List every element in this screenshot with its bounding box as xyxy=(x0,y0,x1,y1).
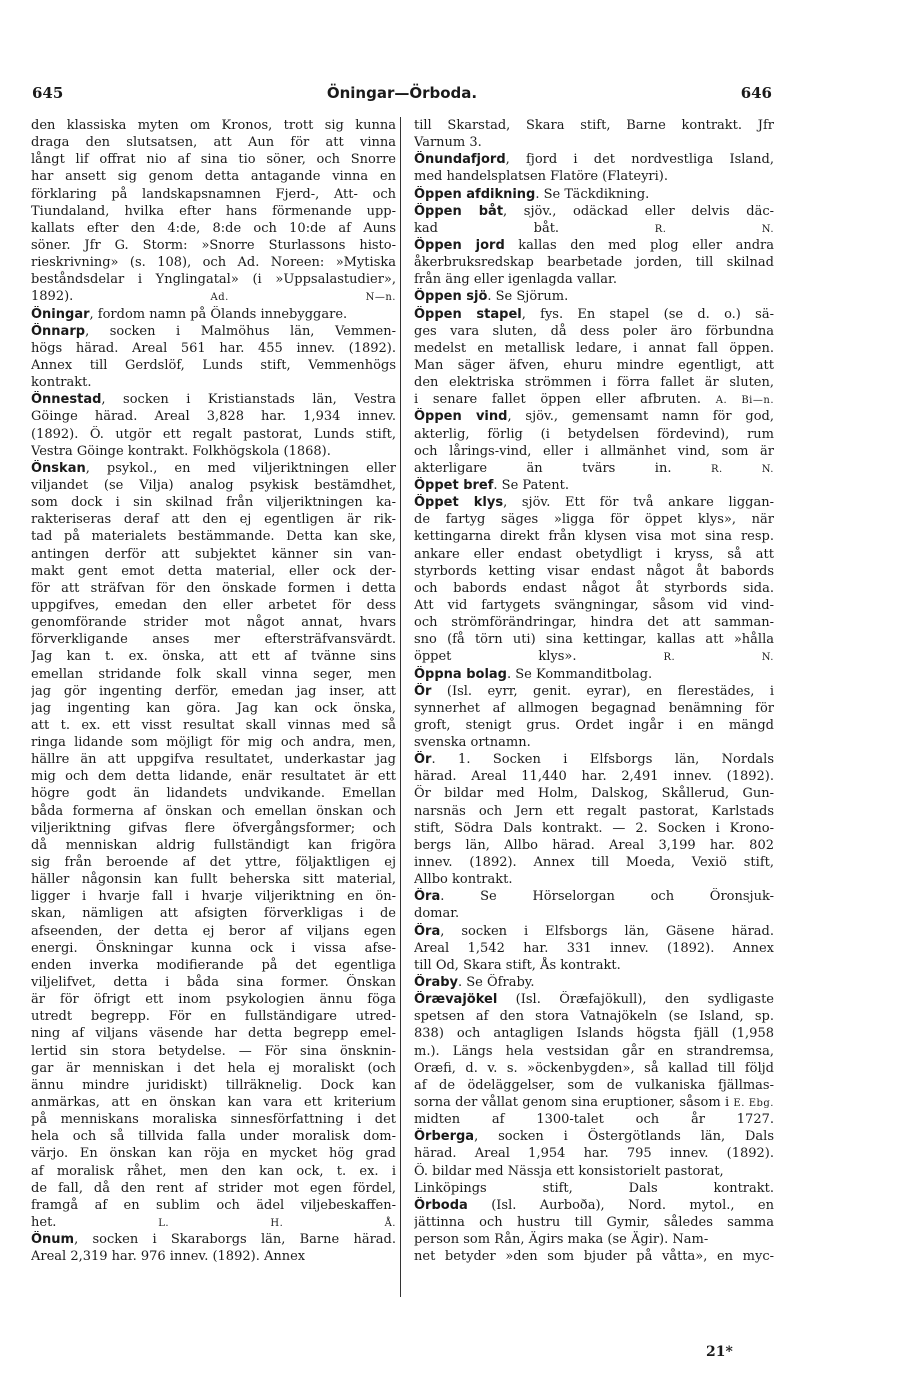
right-text-line: härad. Areal 11,440 har. 2,491 innev. (1892). xyxy=(414,769,774,785)
headword: Öppen vind xyxy=(414,409,508,425)
right-text-line: Öppet klys, sjöv. Ett för två ankare liggan- xyxy=(414,495,774,511)
right-text-line: sorna der vållat genom sina eruptioner, såsom i E. Ebg. xyxy=(414,1095,774,1111)
left-text-line: (1892). Ö. utgör ett regalt pastorat, Lunds stift, xyxy=(31,426,396,442)
left-text-line: Göinge härad. Areal 3,828 har. 1,934 innev. xyxy=(31,409,396,425)
left-text-line: högs härad. Areal 561 har. 455 innev. (1892). xyxy=(31,340,396,356)
right-text-line: Örævajökel (Isl. Öræfajökull), den sydligaste xyxy=(414,992,774,1008)
right-text-line: af de ödeläggelser, som de vulkaniska fjällmas- xyxy=(414,1077,774,1093)
left-text-line: Annex till Gerdslöf, Lunds stift, Vemmenhögs xyxy=(31,357,396,373)
left-text-line: båda formerna af önskan och emellan önskan och xyxy=(31,803,396,819)
headword: Öppen afdikning xyxy=(414,186,536,202)
right-text-line: och babords endast något åt styrbords sida. xyxy=(414,580,774,596)
left-text-line: energi. Önskningar kunna ock i vissa afse- xyxy=(31,940,396,956)
right-text-line: Oræfi, d. v. s. »öckenbygden», så kallad till följd xyxy=(414,1060,774,1076)
left-text-line: mig och dem detta lidande, enär resultatet är ett xyxy=(31,769,396,785)
right-text-line: jättinna och hustru till Gymir, således samma xyxy=(414,1215,774,1230)
right-text-line: Önundafjord, fjord i det nordvestliga Island, xyxy=(414,152,774,168)
left-text-line: 1892). Ad. N—n. xyxy=(31,289,396,305)
page-number-left: 645 xyxy=(32,84,64,102)
left-text-line: anmärkas, att en önskan kan vara ett kriterium xyxy=(31,1095,396,1111)
left-text-line: rakteriseras deraf att den ej egentligen är rik- xyxy=(31,512,396,528)
left-text-line: viljandet (se Vilja) analog psykisk bestämdhet, xyxy=(31,477,396,493)
author-signature: E. Ebg. xyxy=(733,1098,774,1110)
headword: Öppen stapel xyxy=(414,306,522,322)
author-signature: R. N. xyxy=(663,652,774,664)
headword: Örberga xyxy=(414,1129,475,1145)
right-text-line: kettingarna direkt från klysen visa mot sina resp. xyxy=(414,529,774,545)
right-text-line: svenska ortnamn. xyxy=(414,735,531,751)
right-text-line: Öppet bref. Se Patent. xyxy=(414,477,569,493)
headword: Öra xyxy=(414,923,441,939)
headword: Öppet klys xyxy=(414,495,504,511)
right-text-line: till Od, Skara stift, Ås kontrakt. xyxy=(414,957,621,973)
headword: Öppna bolag xyxy=(414,666,507,682)
left-text-line: Tiundaland, hvilka efter hans förmenande upp- xyxy=(31,203,396,219)
page-number-right: 646 xyxy=(740,84,772,102)
left-text-line: kontrakt. xyxy=(31,375,92,391)
left-text-line: förverkligande anses mer eftersträfvansvärdt. xyxy=(31,632,396,648)
headword: Öningar xyxy=(31,306,90,322)
sheet-signature-mark: 21* xyxy=(706,1344,733,1360)
left-text-line: utredt begrepp. För en fullständigare utred- xyxy=(31,1009,396,1025)
right-text-line: härad. Areal 1,954 har. 795 innev. (1892). xyxy=(414,1146,774,1162)
right-text-line: Areal 1,542 har. 331 innev. (1892). Annex xyxy=(414,940,774,956)
left-text-line: sig från beroende af det yttre, följaktligen ej xyxy=(31,855,396,871)
left-text-line: framgå af en sublim och ädel viljebeskaffen- xyxy=(31,1197,396,1213)
right-text-line: ankare eller endast obetydligt i kryss, så att xyxy=(414,546,774,562)
headword: Önnarp xyxy=(31,323,86,339)
headword: Önundafjord xyxy=(414,152,506,168)
right-text-line: till Skarstad, Skara stift, Barne kontrakt. Jfr xyxy=(414,118,774,133)
right-text-line: spetsen af den stora Vatnajökeln (se Island, sp. xyxy=(414,1009,774,1025)
right-text-line: Öra, socken i Elfsborgs län, Gäsene härad. xyxy=(414,923,774,939)
right-text-line: kad båt. R. N. xyxy=(414,220,774,236)
left-text-line: ning af viljans väsende har detta begrepp emel- xyxy=(31,1026,396,1042)
right-text-line: de fartyg säges »ligga för öppet klys», när xyxy=(414,512,774,528)
left-text-line: uppgifves, emedan den eller arbetet för dess xyxy=(31,597,396,613)
right-text-line: Att vid fartygets svängningar, såsom vid vind- xyxy=(414,597,774,613)
left-text-line: tad på materialets bestämmande. Detta kan ske, xyxy=(31,529,396,545)
right-text-line: i senare fallet öppen eller afbruten. A. Bi—n. xyxy=(414,392,774,408)
left-text-line: då menniskan aldrig fullständigt kan frigöra xyxy=(31,837,396,853)
author-signature: R. N. xyxy=(710,463,774,475)
left-text-line: ringa lidande som möjligt för mig och andra, men, xyxy=(31,735,396,751)
left-text-line: emellan stridande folk skall vinna seger, men xyxy=(31,666,396,682)
left-text-line: genomförande strider mot något annat, hvars xyxy=(31,615,396,631)
left-text-line: ligger i hvarje fall i hvarje viljeriktning en ön- xyxy=(31,889,396,905)
right-text-line: bergs län, Allbo härad. Areal 3,199 har. 802 xyxy=(414,837,774,853)
right-text-line: Ö. bildar med Nässja ett konsistorielt pastorat, xyxy=(414,1163,724,1179)
right-text-line: Ör bildar med Holm, Dalskog, Skållerud, Gun- xyxy=(414,786,774,802)
left-text-line: Öningar, fordom namn på Ölands innebyggare. xyxy=(31,306,348,322)
right-text-line: innev. (1892). Annex till Moeda, Vexiö stift, xyxy=(414,855,774,871)
left-text-line: Jag kan t. ex. önska, att ett af tvänne sins xyxy=(31,649,396,665)
author-signature: Ad. N—n. xyxy=(210,292,396,304)
headword: Ör xyxy=(414,752,432,768)
right-text-line: den elektriska strömmen i förra fallet är sluten, xyxy=(414,375,774,391)
right-text-line: Öppen vind, sjöv., gemensamt namn för god, xyxy=(414,409,774,425)
headword: Öppen jord xyxy=(414,237,505,253)
right-text-line: medelst en metallisk ledare, i annat fall öppen. xyxy=(414,340,774,356)
left-text-line: har ansett sig genom detta antagande vinna en xyxy=(31,169,396,185)
right-text-line: person som Rån, Ägirs maka (se Ägir). Nam- xyxy=(414,1232,709,1248)
headword: Örboda xyxy=(414,1197,468,1213)
left-text-line: som dock i sin skilnad från viljeriktningen ka- xyxy=(31,495,396,511)
right-text-line: Öppna bolag. Se Kommanditbolag. xyxy=(414,666,653,682)
left-text-line: jag gör ingenting derför, emedan jag inser, att xyxy=(31,683,396,699)
right-text-line: synnerhet af allmogen begagnad benämning för xyxy=(414,700,774,716)
right-text-line: Örberga, socken i Östergötlands län, Dals xyxy=(414,1129,774,1145)
right-text-line: akterlig, förlig (i betydelsen fördevind), rum xyxy=(414,426,774,442)
left-text-line: på menniskans moraliska sinnesförfattning i det xyxy=(31,1112,396,1128)
headword: Öraby xyxy=(414,975,459,991)
left-text-line: makt gent emot detta material, eller ock der- xyxy=(31,563,396,579)
left-text-line: afseenden, der detta ej beror af viljans egen xyxy=(31,923,396,939)
right-text-line: midten af 1300-talet och år 1727. xyxy=(414,1112,774,1128)
right-column xyxy=(414,117,774,1265)
author-signature: L. H. Å. xyxy=(158,1218,396,1229)
left-text-line: jag ingenting kan göra. Jag kan ock önska, xyxy=(31,700,396,716)
right-text-line: narsnäs och Jern ett regalt pastorat, Karlstads xyxy=(414,803,774,819)
left-text-line: Önskan, psykol., en med viljeriktningen eller xyxy=(31,460,396,476)
right-text-line: Örboda (Isl. Aurboða), Nord. mytol., en xyxy=(414,1197,774,1213)
headword: Öra xyxy=(414,889,441,905)
left-text-line: antingen derför att subjektet känner sin van- xyxy=(31,546,396,562)
right-text-line: öppet klys». R. N. xyxy=(414,649,774,665)
right-text-line: Öppen stapel, fys. En stapel (se d. o.) sä- xyxy=(414,306,774,322)
left-text-line: högre godt än lidandets undvikande. Emellan xyxy=(31,786,396,802)
right-text-line: Öppen jord kallas den med plog eller andra xyxy=(414,237,774,253)
left-text-line: den klassiska myten om Kronos, trott sig kunna xyxy=(31,118,396,133)
right-text-line: stift, Södra Dals kontrakt. — 2. Socken i Krono- xyxy=(414,820,774,836)
left-text-line: draga den slutsatsen, att Aun för att vinna xyxy=(31,135,396,151)
headword: Önnestad xyxy=(31,392,102,408)
left-text-line: beståndsdelar i Ynglingatal» (i »Uppsalastudier», xyxy=(31,272,396,288)
running-title: Öningar—Örboda. xyxy=(326,84,478,102)
left-text-line: hela och så tillvida falla under moralisk dom- xyxy=(31,1129,396,1145)
author-signature: A. Bi—n. xyxy=(715,395,774,407)
headword: Öppen båt xyxy=(414,203,504,219)
left-text-line: ännu mindre juridiskt) tillräknelig. Dock kan xyxy=(31,1077,396,1093)
left-text-line: viljelifvet, detta i båda sina former. Önskan xyxy=(31,975,396,991)
right-text-line: Öppen båt, sjöv., odäckad eller delvis däc- xyxy=(414,203,774,219)
right-text-line: net betyder »den som bjuder på våtta», en myc- xyxy=(414,1249,774,1265)
left-text-line: de fall, då den rent af strider mot egen fördel, xyxy=(31,1180,396,1196)
headword: Önskan xyxy=(31,460,86,476)
left-column xyxy=(31,117,396,1265)
left-text-line: söner. Jfr G. Storm: »Snorre Sturlassons histo- xyxy=(31,237,396,253)
running-head xyxy=(32,84,772,106)
left-text-line: enden inverka modifierande på det egentliga xyxy=(31,957,396,973)
left-text-line: långt lif offrat nio af sina tio söner, och Snorre xyxy=(31,152,396,168)
left-text-line: gar är menniskan i det hela ej moraliskt (och xyxy=(31,1060,396,1076)
left-text-line: är för öfrigt ett inom psykologien ännu föga xyxy=(31,992,396,1008)
left-text-line: het. L. H. Å. xyxy=(31,1215,396,1230)
left-text-line: rieskrivning» (s. 108), och Ad. Noreen: »Mytiska xyxy=(31,255,396,271)
headword: Önum xyxy=(31,1232,75,1248)
left-text-line: för att sträfvan för den önskade formen i detta xyxy=(31,580,396,596)
right-text-line: akterligare än tvärs in. R. N. xyxy=(414,460,774,476)
right-text-line: Öra. Se Hörselorgan och Öronsjuk- xyxy=(414,889,774,905)
author-signature: R. N. xyxy=(654,223,774,235)
right-text-line: domar. xyxy=(414,906,460,922)
left-text-line: viljeriktning gifvas flere öfvergångsformer; och xyxy=(31,820,396,836)
left-text-line: kallats efter den 4:de, 8:de och 10:de af Auns xyxy=(31,220,396,236)
right-text-line: Linköpings stift, Dals kontrakt. xyxy=(414,1180,774,1196)
right-text-line: styrbords ketting visar endast något åt babords xyxy=(414,563,774,579)
left-text-line: värjo. En önskan kan röja en mycket hög grad xyxy=(31,1146,396,1162)
right-text-line: Öppen sjö. Se Sjörum. xyxy=(414,289,569,305)
left-text-line: att t. ex. ett visst resultat skall vinnas med så xyxy=(31,717,396,733)
right-text-line: och lårings-vind, eller i allmänhet vind, som är xyxy=(414,443,774,459)
headword: Öppen sjö xyxy=(414,289,488,305)
left-text-line: förklaring på landskapsnamnen Fjerd-, Att- och xyxy=(31,186,396,202)
right-text-line: Allbo kontrakt. xyxy=(414,872,513,888)
column-divider xyxy=(400,117,401,1297)
right-text-line: ges vara sluten, då dess poler äro förbundna xyxy=(414,323,774,339)
right-text-line: med handelsplatsen Flatöre (Flateyri). xyxy=(414,169,668,185)
left-text-line: Önnestad, socken i Kristianstads län, Vestra xyxy=(31,392,396,408)
headword: Ör xyxy=(414,683,432,699)
right-text-line: Man säger äfven, ehuru mindre egentligt, att xyxy=(414,357,774,373)
right-text-line: Ör. 1. Socken i Elfsborgs län, Nordals xyxy=(414,752,774,768)
right-text-line: Öppen afdikning. Se Täckdikning. xyxy=(414,186,650,202)
headword: Örævajökel xyxy=(414,992,498,1008)
left-text-line: Önnarp, socken i Malmöhus län, Vemmen- xyxy=(31,323,396,339)
left-text-line: hällre än att uppgifva resultatet, underkastar jag xyxy=(31,752,396,768)
right-text-line: och strömförändringar, hindra det att samman- xyxy=(414,615,774,631)
right-text-line: 838) och antagligen Islands högsta fjäll (1,958 xyxy=(414,1026,774,1042)
right-text-line: från äng eller igenlagda vallar. xyxy=(414,272,617,288)
left-text-line: skan, nämligen att afsigten förverkligas i de xyxy=(31,906,396,922)
left-text-line: Areal 2,319 har. 976 innev. (1892). Annex xyxy=(31,1249,306,1265)
right-text-line: Öraby. Se Öfraby. xyxy=(414,975,535,991)
right-text-line: m.). Längs hela vestsidan går en strandremsa, xyxy=(414,1043,774,1059)
left-text-line: häller någonsin kan fullt beherska sitt material, xyxy=(31,872,396,888)
right-text-line: åkerbruksredskap bearbetade jorden, till skilnad xyxy=(414,255,774,271)
left-text-line: Vestra Göinge kontrakt. Folkhögskola (1868). xyxy=(31,443,331,459)
right-text-line: Varnum 3. xyxy=(414,135,482,151)
headword: Öppet bref xyxy=(414,477,494,493)
left-text-line: Önum, socken i Skaraborgs län, Barne härad. xyxy=(31,1232,396,1248)
right-text-line: groft, stenigt grus. Ordet ingår i en mängd xyxy=(414,717,774,733)
left-text-line: af moralisk råhet, men den kan ock, t. ex. i xyxy=(31,1163,396,1179)
right-text-line: sno (få törn uti) sina kettingar, kallas att »hålla xyxy=(414,632,774,648)
left-text-line: lertid sin stora betydelse. — För sina önsknin- xyxy=(31,1043,396,1059)
right-text-line: Ör (Isl. eyrr, genit. eyrar), en flerestädes, i xyxy=(414,683,774,699)
